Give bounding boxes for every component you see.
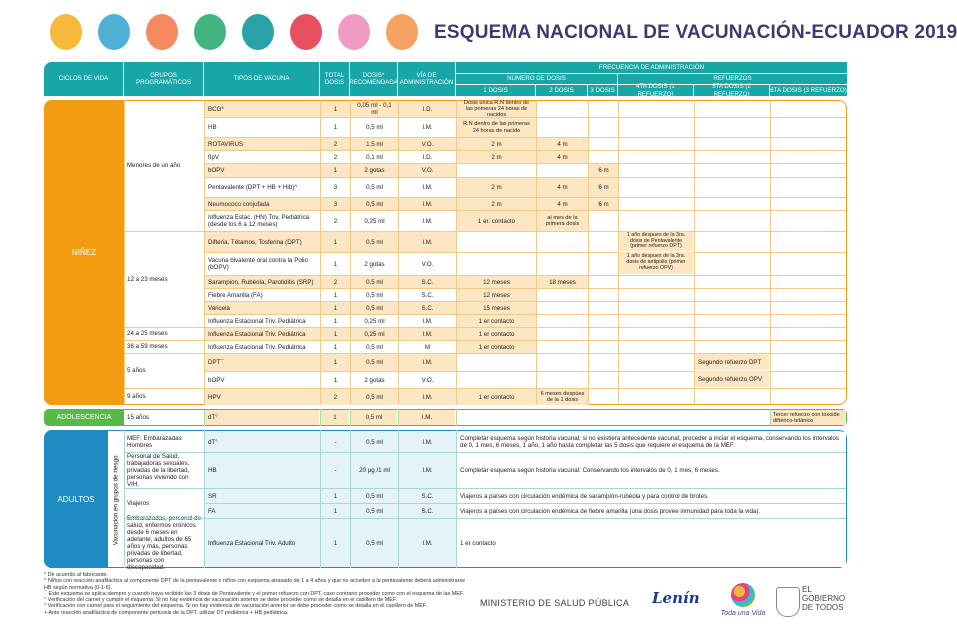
footnotes (44, 572, 474, 636)
table-cell-d2 (537, 253, 588, 275)
table-cell-tot: 1 (321, 232, 350, 252)
grupo-menores-un-anio: Menores de un año (127, 162, 181, 169)
table-cell-tot: 2 (321, 138, 350, 150)
table-cell-d3 (589, 289, 618, 301)
footnote: * De acuerdo al fabricante. (44, 572, 108, 578)
adultos-vertical-label: Vacunación en grupos de riesgo. (112, 453, 120, 545)
table-cell-d2 (537, 164, 588, 177)
segundo-refuerzo-opv: Segundo refuerzo OPV (695, 371, 769, 387)
table-cell-d1: 1 er. contacto (457, 211, 536, 231)
table-cell-d2: 4 m (537, 198, 588, 210)
vaccine-name: Influenza Estacional Triv. Adulto (205, 519, 320, 567)
table-cell-via: I.M. (399, 432, 456, 452)
table-cell-d3 (589, 276, 618, 288)
avatar (386, 14, 418, 50)
table-cell-dos: 0,5 ml (351, 276, 398, 288)
table-cell-d2 (537, 232, 588, 252)
table-cell-dos: 2 gotas (364, 376, 385, 384)
table-cell-d2 (537, 118, 588, 137)
table-cell-dos: 2 gotas (364, 260, 385, 268)
table-cell-tot: 1 (333, 124, 338, 131)
table-cell-d1 (457, 253, 536, 275)
grupo-36-59-meses: 36 a 59 meses (127, 343, 168, 350)
vaccine-name: Pentavalente (DPT + HB + Hib)^ (208, 184, 298, 191)
vaccine-name: Difteria, Tétamos, Tosferina (DPT) (205, 232, 320, 252)
table-cell-d3 (589, 302, 618, 314)
table-cell-d2: 4 m (537, 151, 588, 163)
table-cell-d2 (537, 101, 588, 117)
table-cell-d3: 6 m (589, 164, 618, 177)
shield-icon (776, 587, 800, 617)
header-refuerzo-1: 4TA DOSIS (1 REFUERZO) (618, 85, 694, 96)
adultos-vertical-label-box (108, 430, 124, 568)
footnote: + Ante reacción anafiláctica de componente pertussis de la DPT, utilizar DT pediátrica + HB pediátrica. (44, 609, 289, 616)
table-cell-via: I.M. (399, 453, 456, 488)
table-cell-via: S.C. (399, 489, 456, 503)
table-cell-via: I.M. (399, 354, 456, 371)
table-cell-tot: 1 (321, 328, 350, 340)
logo-gobierno (776, 585, 856, 621)
vaccine-name: SR (205, 489, 320, 503)
table-cell-tot: 1 (333, 260, 338, 268)
table-cell-d3 (589, 341, 618, 353)
vaccine-name: Varicela (205, 302, 320, 314)
table-cell-dos: 0,1 ml (366, 153, 383, 161)
table-cell-via: M (424, 343, 431, 351)
footnote: ° Verificación con carnet para el seguimiento del esquema. Si no hay evidencia de vacunación anterior se debe proceder como se detalla en el casillero de MEF. (44, 603, 428, 610)
vaccine-name: HB (205, 453, 320, 488)
header-ciclos: CICLOS DE VIDA (44, 62, 124, 96)
table-cell-tot: 1 (333, 376, 338, 384)
grupo-9-anios: 9 años (127, 393, 146, 400)
footnote: ^ Niños con reacción anafiláctica al componente DPT de la pentavalente o niños con esquema atrasado de 1 a 4 años y que no acceden a la pentavalente deberá administrarse HB según normativa (0-1-6). (44, 578, 466, 591)
table-cell-tot: 2 (321, 389, 350, 405)
segundo-refuerzo-dpt: Segundo refuerzo DPT (695, 354, 769, 370)
table-cell-via: I.M. (399, 232, 456, 252)
table-cell-via: I.M. (422, 184, 433, 191)
grupo-mef: MEF: Embarazadas Hombres (127, 434, 182, 449)
table-cell-d1: 15 meses (457, 302, 536, 314)
page-title: ESQUEMA NACIONAL DE VACUNACIÓN-ECUADOR 2019 (434, 22, 957, 43)
table-cell-dos: 0,5 ml (366, 343, 383, 351)
adolescencia-via: I.M. (399, 410, 455, 425)
table-cell-via: I.D. (399, 101, 456, 117)
table-cell-tot: 1 (333, 317, 338, 325)
table-cell-tot: 1 (321, 354, 350, 371)
table-cell-d3: 6 m (589, 198, 618, 210)
adolescencia-label-block (44, 409, 124, 426)
avatar (194, 14, 226, 50)
table-cell-d3 (589, 253, 618, 275)
table-cell-tot: 2 (333, 153, 338, 161)
table-cell-tot: 1 (321, 489, 350, 503)
header-refuerzos: REFUERZOS (618, 74, 847, 85)
table-cell-tot: 1 (321, 302, 350, 314)
table-cell-d1: 1 er contacto (457, 315, 536, 327)
table-cell-via: S.C. (399, 302, 456, 314)
table-cell-via: I.D. (422, 153, 433, 161)
grupo-12-23-meses: 12 a 23 meses (127, 275, 168, 283)
adultos-label: ADULTOS (57, 494, 95, 504)
table-cell-dos: 0,5 ml (366, 124, 383, 131)
table-cell-d3 (589, 328, 618, 340)
table-cell-dos: 0,5 ml (366, 184, 383, 191)
header-total: TOTAL DOSIS (320, 62, 350, 96)
table-cell-d1: 2 m (457, 151, 536, 163)
table-cell-d3 (589, 315, 618, 327)
vaccine-name: Influenza Estacional Triv. Pediátrica (208, 317, 306, 325)
table-cell-d1: 1 er contacto (457, 328, 536, 340)
table-cell-d2: 4 m (537, 138, 588, 150)
table-cell-d1: 2 m (457, 178, 536, 197)
header-2-dosis: 2 DOSIS (536, 85, 588, 96)
adolescencia-label: ADOLESCENCIA (56, 414, 112, 421)
vaccine-name: Influenza Estacional Triv. Pediátrica (205, 328, 320, 340)
vaccine-name: FA (205, 504, 320, 518)
header-via: VÍA DE ADMINISTRACIÓN (398, 62, 456, 96)
table-cell-via: V.O. (421, 376, 434, 384)
table-cell-d2 (537, 354, 588, 371)
table-cell-dos: 1.5 ml (351, 138, 398, 150)
table-cell-dos: 20 µg /1 ml (351, 453, 398, 488)
table-cell-via: I.M. (399, 389, 456, 405)
table-cell-d3 (589, 211, 618, 231)
table-cell-d1 (457, 354, 536, 371)
table-cell-d3 (589, 354, 618, 371)
table-cell-d2 (537, 372, 588, 388)
logo-lenin-text: Lenín (652, 589, 700, 607)
header-grupos: GRUPOS PROGRAMÁTICOS (124, 62, 204, 96)
adultos-label-block (44, 430, 108, 568)
grupo-15-anios: 15 años (127, 414, 150, 421)
grupo-viajeros: Viajeros (127, 499, 150, 507)
vaccine-name: Sarampion, Rubéola, Parotiditis (SRP) (205, 276, 320, 288)
footnote: ° Verificación del carnet y cumplir el esquema. Si no hay evidencia de vacunación anterior se debe proceder como se detalla en el casillero de MEF. (44, 597, 398, 604)
refuerzo-opv: 1 año despues de la 3ra. dosis de antipolio (primer refuerzo OPV) (619, 252, 693, 274)
logo-ministerio (480, 593, 630, 607)
table-cell-d2 (537, 315, 588, 327)
table-cell-tot: 2 (333, 217, 338, 225)
footnote: ¯ Este esquema se aplica siempre y cuando haya recibido las 3 dosis de Pentavalente y el primer refuerzo con DPT, caso contrario proceder como con el esquema de las MEF. (44, 590, 465, 597)
tree-icon (731, 583, 755, 607)
avatar (290, 14, 322, 50)
header-3-dosis: 3 DOSIS (588, 85, 618, 96)
table-cell-dos: 0,25 ml (364, 317, 385, 325)
table-cell-dos: 0,5 ml (351, 504, 398, 518)
table-cell-tot: 1 (321, 519, 350, 567)
table-cell-d2: al mes de la primera dosis (537, 211, 588, 231)
vaccine-name: bOPV (205, 164, 320, 177)
tercer-refuerzo: Tercer refuerzo con toxoide diftérico-tetánico (770, 410, 846, 425)
header-dosis: DOSIS* RECOMENDADA (350, 62, 398, 96)
table-cell-via: I.M. (399, 328, 456, 340)
table-cell-via: V.O. (421, 260, 434, 268)
adolescencia-vacuna: dT° (205, 410, 319, 425)
table-cell-d3 (589, 151, 618, 163)
table-cell-d1: 1 er contacto (457, 341, 536, 353)
header-numero: NÚMERO DE DOSIS (456, 74, 618, 85)
table-cell-dos: 0,5 ml (366, 291, 383, 299)
table-cell-tot: 1 (321, 101, 350, 117)
table-cell-d3 (589, 138, 618, 150)
logo-gobierno-line2: GOBIERNO (802, 594, 846, 603)
table-cell-d1: Dosis única R.N dentro de las primeras 24 horas de nacidos (457, 101, 536, 117)
table-cell-dos: 0,25 ml (351, 328, 398, 340)
header-tipos: TIPOS DE VACUNA (204, 62, 320, 96)
header-1-dosis: 1 DOSIS (456, 85, 536, 96)
table-cell-d2 (537, 328, 588, 340)
vaccine-name: DPT¯ (205, 354, 320, 371)
logo-gobierno-line1: EL (802, 585, 812, 594)
table-cell-dos: 0,5 ml (351, 519, 398, 567)
table-cell-via: I.M. (422, 124, 433, 131)
avatar (50, 14, 82, 50)
table-cell-d2 (537, 341, 588, 353)
table-cell-d2 (537, 289, 588, 301)
table-cell-d1 (457, 232, 536, 252)
table-cell-d3 (589, 118, 618, 137)
table-cell-tot: 2 (321, 276, 350, 288)
grupo-embarazadas: Embarazadas, personal de salud, enfermos crónicos desde 6 meses en adelante, adultos de 65 años y más, personas privadas de libertad, personas con discapacidad. (127, 514, 201, 571)
logo-toda-text: Toda una Vida (720, 610, 766, 617)
table-cell-freq: Completar esquema según historia vacunal: Conservando los intervalos de 0, 1 mes, 6 meses. (457, 453, 846, 488)
adolescencia-dosis: 0,5 ml (351, 410, 397, 425)
table-cell-d1: R.N dentro de las primeras 24 horas de nacido (457, 118, 536, 137)
vaccine-name: ROTAVIRUS (205, 138, 320, 150)
vaccine-name: Fiebre Amarilla (FA) (208, 291, 263, 299)
vaccine-name: Influenza Estacional Triv. Pediátrica (208, 343, 306, 351)
table-cell-dos: 0,05 ml - 0,1 ml (351, 101, 398, 117)
table-cell-dos: 2 gotas (351, 164, 398, 177)
table-cell-d3: 6 m (589, 178, 618, 197)
table-cell-dos: 0,5 ml (351, 232, 398, 252)
table-cell-tot: - (321, 432, 350, 452)
table-cell-tot: 1 (321, 164, 350, 177)
table-cell-via: V.O. (399, 164, 456, 177)
table-cell-d1: 2 m (457, 138, 536, 150)
vaccine-name: HPV (205, 389, 320, 405)
adolescencia-total: 1 (321, 410, 349, 425)
table-cell-via: S.C. (399, 504, 456, 518)
vaccine-name: BCG* (205, 101, 320, 117)
vaccine-name: dT° (205, 432, 320, 452)
table-cell-d2: 6 meses despúes de la 1 dosis (537, 389, 588, 405)
table-cell-dos: 0,5 ml (351, 302, 398, 314)
vaccine-name: Neumococo conjufada (205, 198, 320, 210)
grupo-24-25-meses: 24 a 25 meses (127, 330, 168, 337)
table-cell-d2: 18 meses (537, 276, 588, 288)
table-cell-d3 (589, 101, 618, 117)
table-cell-d1: 12 meses (457, 276, 536, 288)
table-cell-d2: 4 m (537, 178, 588, 197)
vaccine-name: Influenza Estac. (HN) Triv. Pediátrica (desde los 6 a 12 meses) (208, 214, 309, 228)
table-cell-freq: Viajeros a países con circulación endémica de fiebre amarilla (una dosis provee inmunidad para toda la vida). (457, 504, 846, 518)
table-cell-tot: 3 (321, 198, 350, 210)
ninez-label: NIÑEZ (72, 248, 96, 257)
table-cell-d1: 12 meses (457, 289, 536, 301)
table-cell-tot: 1 (333, 343, 338, 351)
logo-gobierno-line3: DE TODOS (802, 603, 844, 612)
avatar (242, 14, 274, 50)
avatar (98, 14, 130, 50)
logo-toda-una-vida (718, 583, 768, 623)
grupo-5-anios: 5 años (127, 367, 146, 374)
vaccine-name: Vacuna bivalente oral contra la Polio (bOPV) (208, 257, 308, 271)
table-cell-via: I.M. (422, 317, 433, 325)
table-cell-tot: 1 (321, 504, 350, 518)
table-cell-dos: 0,25 ml (364, 217, 385, 225)
refuerzo-dpt: 1 año despues de la 3ra. dosis de Pentavalente (primer refuerzo DPT) (619, 232, 693, 251)
table-cell-tot: - (321, 453, 350, 488)
header-refuerzo-3: 6TA DOSIS (3 REFUERZO) (770, 85, 847, 96)
avatar (338, 14, 370, 50)
grupo-personal-salud: Personal de Salud, trabajadoras sexuales, privadas de la libertad, personas viviendo con VIH. (127, 452, 190, 488)
header-frecuencia: FRECUENCIA DE ADMINISTRACIÓN (456, 62, 847, 74)
logo-ministerio-text: MINISTERIO DE SALUD PÚBLICA (480, 598, 630, 608)
table-cell-d1 (457, 372, 536, 388)
table-cell-d1 (457, 164, 536, 177)
table-cell-freq: 1 er contacto (457, 519, 846, 567)
logo-lenin (652, 589, 712, 611)
header-refuerzo-2: 5TA DOSIS (2 REFUERZO) (694, 85, 770, 96)
ninez-label-block (44, 100, 124, 405)
table-cell-via: S.C. (421, 291, 434, 299)
table-cell-dos: 0,5 ml (351, 432, 398, 452)
vaccine-name: bOPV (208, 376, 225, 384)
vaccine-name: HB (208, 124, 217, 131)
table-cell-freq: Completar esquema según historia vacunal; si no existiera antecedente vacunal, proceder a inciar el esquema, conservando los intervalos de 0, 1 mes, 6 meses, 1 año, 1 año hasta completar las 5 dosis que requiere el esquema de la MEF. (457, 432, 846, 452)
table-cell-d1: 1 er contacto (457, 389, 536, 405)
table-cell-tot: 1 (333, 291, 338, 299)
table-cell-dos: 0,5 ml (351, 354, 398, 371)
table-cell-via: V.O. (399, 138, 456, 150)
table-cell-dos: 0,5 ml (351, 198, 398, 210)
vaccine-name: fIpV (208, 153, 220, 161)
table-cell-d2 (537, 302, 588, 314)
table-cell-d3 (589, 232, 618, 252)
table-cell-dos: 0,5 ml (351, 389, 398, 405)
table-cell-d3 (589, 389, 618, 405)
table-cell-tot: 3 (333, 184, 338, 191)
table-cell-via: I.M. (399, 198, 456, 210)
table-cell-freq: Viajeros a países con circulación endémica de sarampión-rubéola y para control de brotes. (457, 489, 846, 503)
avatar (146, 14, 178, 50)
table-cell-dos: 0,5 ml (351, 489, 398, 503)
table-cell-via: I.M. (399, 519, 456, 567)
table-cell-d1: 2 m (457, 198, 536, 210)
table-cell-d3 (589, 372, 618, 388)
table-cell-via: S.C. (399, 276, 456, 288)
table-cell-via: I.M. (422, 217, 433, 225)
